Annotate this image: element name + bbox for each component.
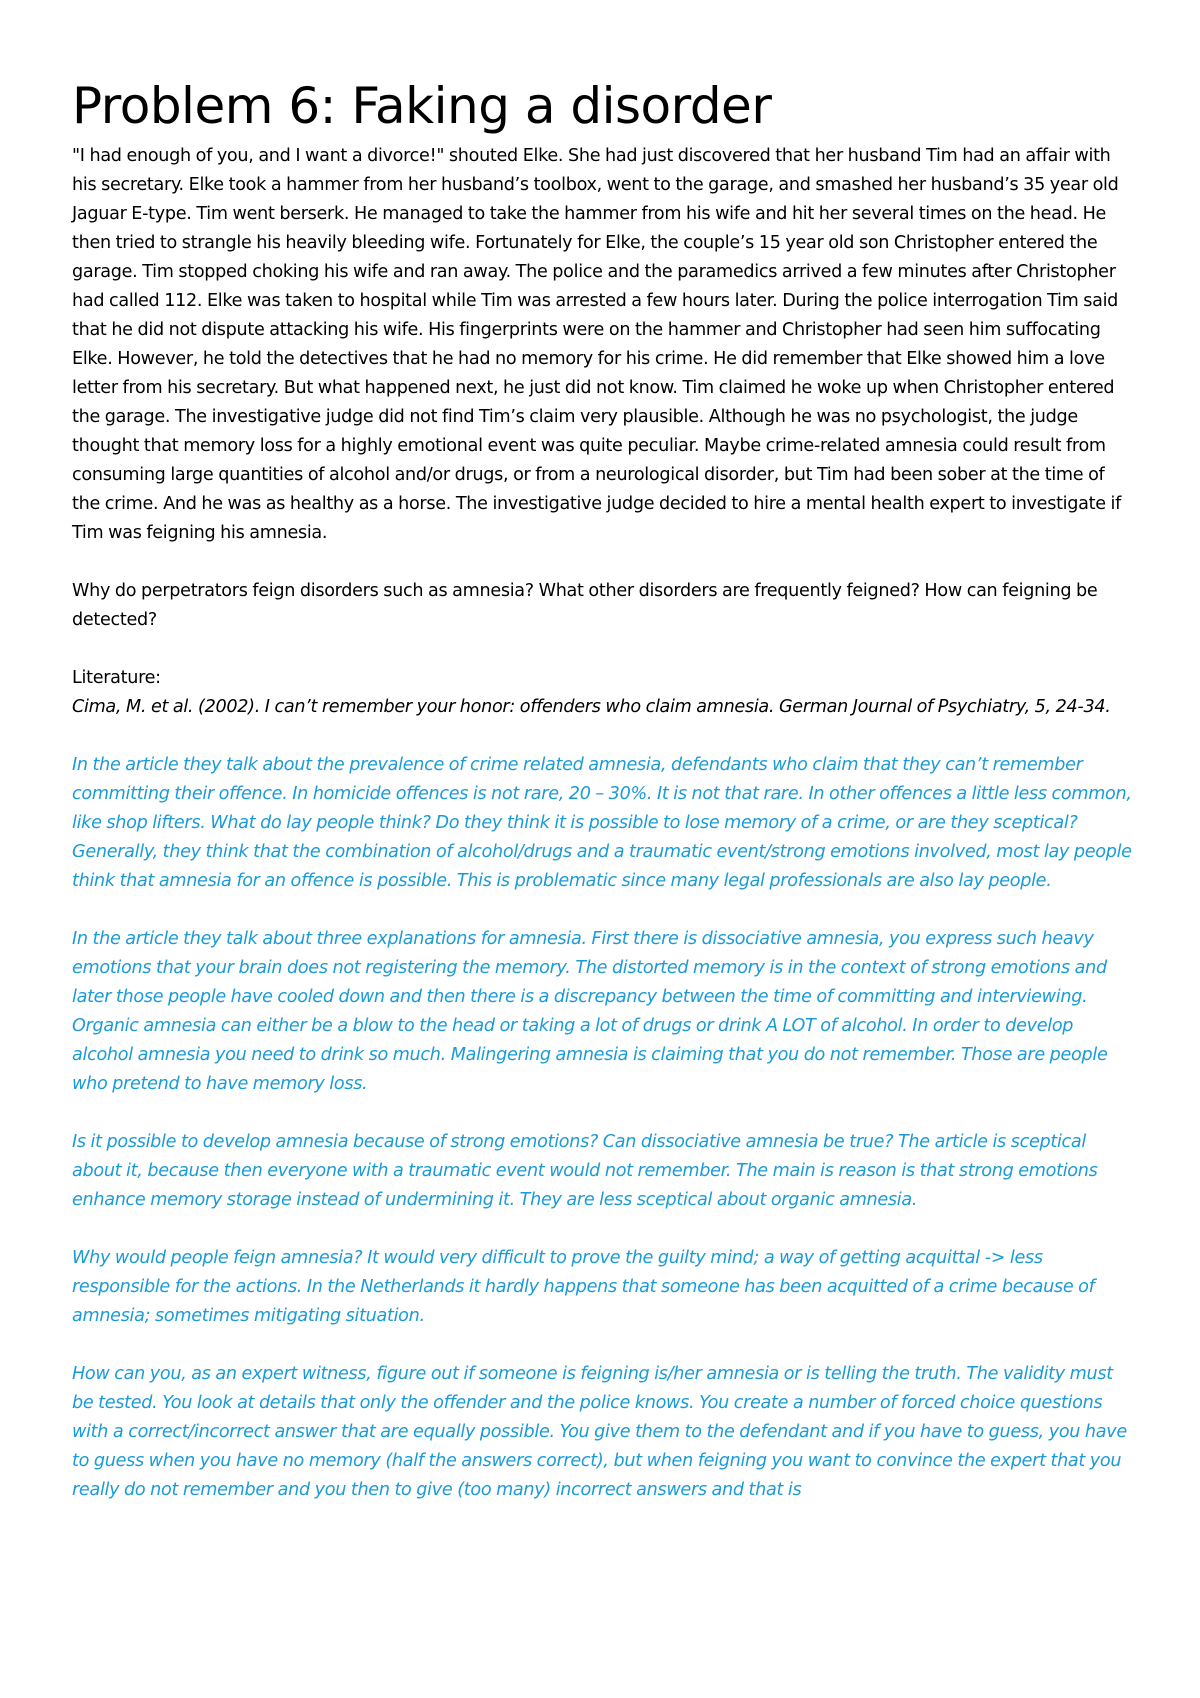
literature-label: Literature: [72, 668, 161, 688]
page-title: Problem 6: Faking a disorder [72, 77, 772, 135]
notes-paragraph-dissociative: Is it possible to develop amnesia because of strong emotions? Can dissociative amnesia be true? The article is sceptical about it, because then everyone with a traumatic event would not remember. The main is reason is that strong emotions enhance memory storage instead of undermining it. They are less sceptical about organic amnesia. [72, 1132, 1098, 1210]
notes-paragraph-why-feign: Why would people feign amnesia? It would very difficult to prove the guilty mind; a way of getting acquittal -> less responsible for the actions. In the Netherlands it hardly happens that someone has been acquitted of a crime because of amnesia; sometimes mitigating situation. [72, 1248, 1095, 1326]
spacer [72, 635, 1132, 664]
case-description: "I had enough of you, and I want a divorce!" shouted Elke. She had just discovered that her husband Tim had an affair with his secretary. Elke took a hammer from her husband’s toolbox, went to the garage, and smashed her husband’s 35 year old Jaguar E-type. Tim went berserk. He managed to take the hammer from his wife and hit her several times on the head. He then tried to strangle his heavily bleeding wife. Fortunately for Elke, the couple’s 15 year old son Christopher entered the garage. Tim stopped choking his wife and ran away. The police and the paramedics arrived a few minutes after Christopher had called 112. Elke was taken to hospital while Tim was arrested a few hours later. During the police interrogation Tim said that he did not dispute attacking his wife. His fingerprints were on the hammer and Christopher had seen him suffocating Elke. However, he told the detectives that he had no memory for his crime. He did remember that Elke showed him a love letter from his secretary. But what happened next, he just did not know. Tim claimed he woke up when Christopher entered the garage. The investigative judge did not find Tim’s claim very plausible. Although he was no psychologist, the judge thought that memory loss for a highly emotional event was quite peculiar. Maybe crime-related amnesia could result from consuming large quantities of alcohol and/or drugs, or from a neurological disorder, but Tim had been sober at the time of the crime. And he was as healthy as a horse. The investigative judge decided to hire a mental health expert to investigate if Tim was feigning his amnesia. [72, 146, 1121, 543]
notes-paragraph-prevalence: In the article they talk about the prevalence of crime related amnesia, defendants who claim that they can’t remember committing their offence. In homicide offences is not rare, 20 – 30%. It is not that rare. In other offences a little less common, like shop lifters. What do lay people think? Do they think it is possible to lose memory of a crime, or are they sceptical? Generally, they think that the combination of alcohol/drugs and a traumatic event/strong emotions involved, most lay people think that amnesia for an offence is possible. This is problematic since many legal professionals are also lay people. [72, 755, 1132, 891]
notes-paragraph-explanations: In the article they talk about three explanations for amnesia. First there is dissociative amnesia, you express such heavy emotions that your brain does not registering the memory. The distorted memory is in the context of strong emotions and later those people have cooled down and then there is a discrepancy between the time of committing and interviewing. Organic amnesia can either be a blow to the head or taking a lot of drugs or drink A LOT of alcohol. In order to develop alcohol amnesia you need to drink so much. Malingering amnesia is claiming that you do not remember. Those are people who pretend to have memory loss. [72, 929, 1108, 1094]
notes-paragraph-expert-witness: How can you, as an expert witness, figure out if someone is feigning is/her amnesia or is telling the truth. The validity must be tested. You look at details that only the offender and the police knows. You create a number of forced choice questions with a correct/incorrect answer that are equally possible. You give them to the defendant and if you have to guess, you have to guess when you have no memory (half the answers correct), but when feigning you want to convince the expert that you really do not remember and you then to give (too many) incorrect answers and that is [72, 1364, 1127, 1500]
study-questions: Why do perpetrators feign disorders such as amnesia? What other disorders are frequently feigned? How can feigning be detected? [72, 581, 1098, 630]
spacer [72, 548, 1132, 577]
literature-citation: Cima, M. et al. (2002). I can’t remember your honor: offenders who claim amnesia. German Journal of Psychiatry, 5, 24-34. [72, 697, 1111, 717]
spacer [72, 722, 1132, 751]
study-notes [72, 751, 1132, 1505]
document-page [72, 70, 1132, 1505]
